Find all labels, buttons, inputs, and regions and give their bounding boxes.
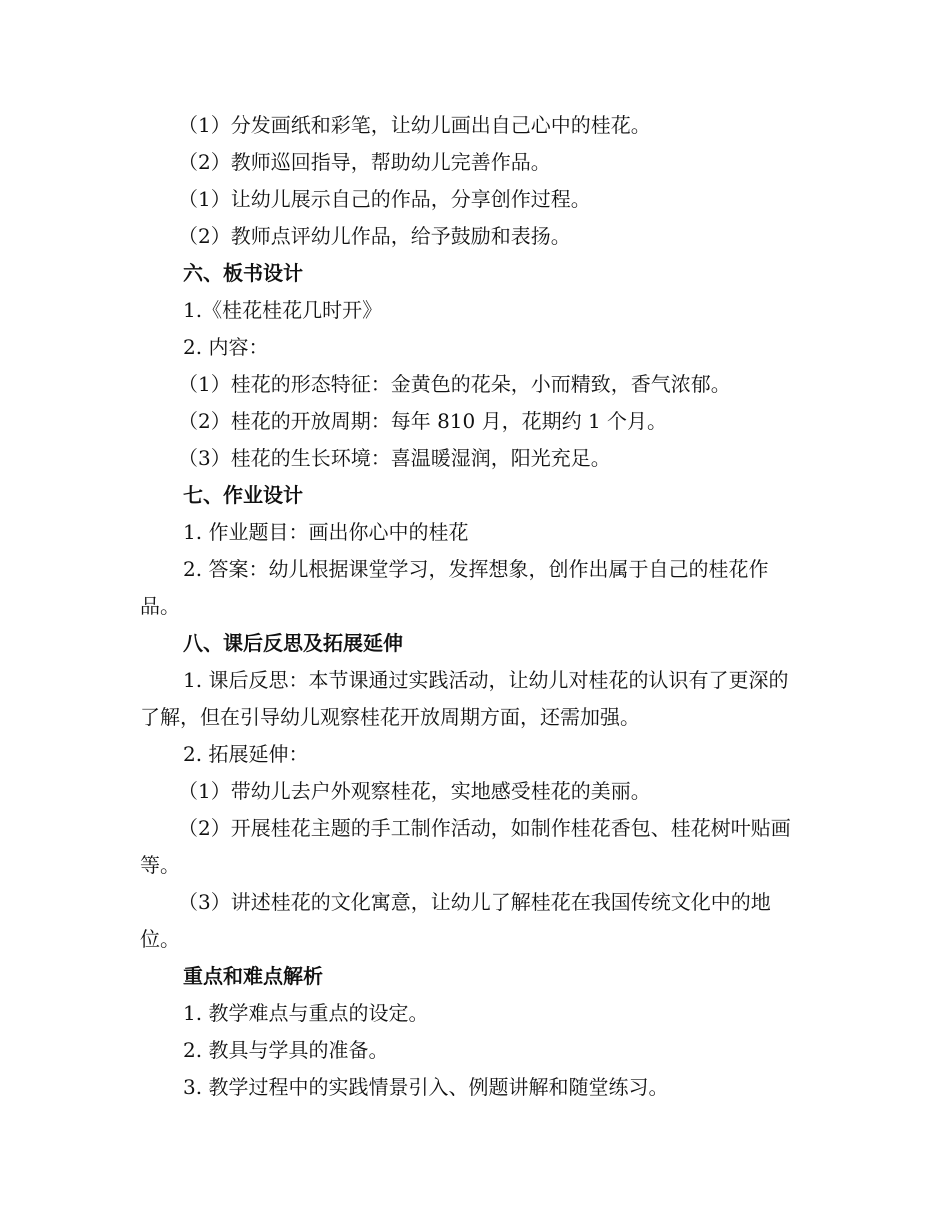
reflection-item-1: 1. 课后反思：本节课通过实践活动，让幼儿对桂花的认识有了更深的了解，但在引导幼儿观察桂花开放周期方面，还需加强。 (140, 668, 789, 729)
paragraph-show-step-2: （2）教师点评幼儿作品，给予鼓励和表扬。 (178, 224, 571, 248)
board-subitem-1: （1）桂花的形态特征：金黄色的花朵，小而精致，香气浓郁。 (178, 372, 731, 396)
section-heading-reflection: 八、课后反思及拓展延伸 (183, 631, 403, 655)
board-item-2: 2. 内容： (183, 335, 269, 359)
section-heading-keypoints: 重点和难点解析 (183, 964, 323, 988)
keypoint-item-1: 1. 教学难点与重点的设定。 (183, 1001, 429, 1025)
extension-subitem-2: （2）开展桂花主题的手工制作活动，如制作桂花香包、桂花树叶贴画等。 (140, 816, 791, 877)
reflection-item-2: 2. 拓展延伸： (183, 742, 309, 766)
board-subitem-2: （2）桂花的开放周期：每年 810 月，花期约 1 个月。 (178, 409, 668, 433)
extension-subitem-3: （3）讲述桂花的文化寓意，让幼儿了解桂花在我国传统文化中的地位。 (140, 890, 771, 951)
board-subitem-3: （3）桂花的生长环境：喜温暖湿润，阳光充足。 (178, 446, 611, 470)
section-heading-board-design: 六、板书设计 (183, 261, 303, 285)
section-heading-homework: 七、作业设计 (183, 483, 303, 507)
homework-item-2: 2. 答案：幼儿根据课堂学习，发挥想象，创作出属于自己的桂花作品。 (140, 557, 769, 618)
keypoint-item-2: 2. 教具与学具的准备。 (183, 1038, 389, 1062)
keypoint-item-3: 3. 教学过程中的实践情景引入、例题讲解和随堂练习。 (183, 1075, 669, 1099)
extension-subitem-1: （1）带幼儿去户外观察桂花，实地感受桂花的美丽。 (178, 779, 651, 803)
homework-item-1: 1. 作业题目：画出你心中的桂花 (183, 520, 469, 544)
paragraph-draw-step-1: （1）分发画纸和彩笔，让幼儿画出自己心中的桂花。 (178, 113, 651, 137)
paragraph-draw-step-2: （2）教师巡回指导，帮助幼儿完善作品。 (178, 150, 551, 174)
paragraph-show-step-1: （1）让幼儿展示自己的作品，分享创作过程。 (178, 187, 591, 211)
document-body (140, 107, 805, 1106)
board-item-1: 1.《桂花桂花几时开》 (183, 298, 383, 322)
